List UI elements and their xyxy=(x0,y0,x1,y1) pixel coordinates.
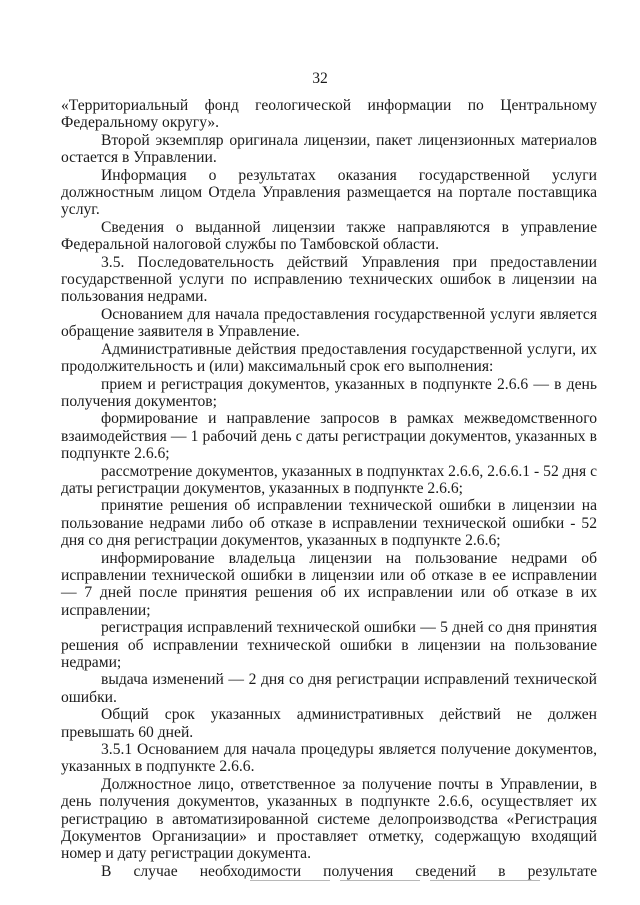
list-item-reception: прием и регистрация документов, указанных в подпункте 2.6.6 — в день получения документов; xyxy=(61,375,597,410)
section-3-5: 3.5. Последовательность действий Управления при предоставлении государственной услуги по исправлению технических ошибок в лицензии на пользования недрами. xyxy=(61,253,597,306)
paragraph-fund-name: «Территориальный фонд геологической информации по Центральному Федеральному округу». xyxy=(61,97,597,132)
paragraph-tax-service: Сведения о выданной лицензии также направляются в управление Федеральной налоговой службы по Тамбовской области. xyxy=(61,218,597,254)
footer-rule-left xyxy=(250,880,330,881)
list-item-issuance: выдача изменений — 2 дня со дня регистрации исправлений технической ошибки. xyxy=(61,671,597,706)
document-body xyxy=(61,97,597,880)
paragraph-second-copy: Второй экземпляр оригинала лицензии, пакет лицензионных материалов остается в Управлении. xyxy=(61,131,597,167)
paragraph-portal-info: Информация о результатах оказания государственной услуги должностным лицом Отдела Управления размещается на портале поставщика услуг. xyxy=(61,166,597,219)
list-item-registration: регистрация исправлений технической ошибки — 5 дней со дня принятия решения об исправлении технической ошибки в лицензии на пользование недрами; xyxy=(61,619,597,671)
section-3-5-1: 3.5.1 Основанием для начала процедуры является получение документов, указанных в подпункте 2.6.6. xyxy=(61,741,597,776)
list-item-review: рассмотрение документов, указанных в подпунктах 2.6.6, 2.6.6.1 - 52 дня с даты регистрации документов, указанных в подпункте 2.6.6; xyxy=(61,462,597,497)
paragraph-total-term: Общий срок указанных административных действий не должен превышать 60 дней. xyxy=(61,706,597,741)
paragraph-basis: Основанием для начала предоставления государственной услуги является обращение заявителя в Управление. xyxy=(61,305,597,341)
paragraph-mail-officer: Должностное лицо, ответственное за получение почты в Управлении, в день получения документов, указанных в подпункте 2.6.6, осуществляет их регистрацию в автоматизированной системе делопроизводства «Регистрация Документов Организации» и проставляет отметку, содержащую входящий номер и дату регистрации документа. xyxy=(61,775,597,863)
page-number: 32 xyxy=(312,70,328,87)
footer-rule-right xyxy=(430,880,540,881)
paragraph-continued: В случае необходимости получения сведений в результате xyxy=(101,862,597,880)
list-item-informing: информирование владельца лицензии на пользование недрами об исправлении технической ошибки в лицензии или об отказе в ее исправлении — 7 дней после принятия решения об их исправлении или об отказе в их исправлении; xyxy=(61,549,597,619)
list-item-requests: формирование и направление запросов в рамках межведомственного взаимодействия — 1 рабочий день с даты регистрации документов, указанных в подпункте 2.6.6; xyxy=(61,410,597,463)
paragraph-admin-actions: Административные действия предоставления государственной услуги, их продолжительность и (или) максимальный срок его выполнения: xyxy=(61,340,597,376)
footer-rule-middle xyxy=(340,880,420,881)
list-item-decision: принятие решения об исправлении технической ошибки в лицензии на пользование недрами либо об отказе в исправлении технической ошибки - 52 дня со дня регистрации документов, указанных в подпункте 2.6.6; xyxy=(61,497,597,550)
